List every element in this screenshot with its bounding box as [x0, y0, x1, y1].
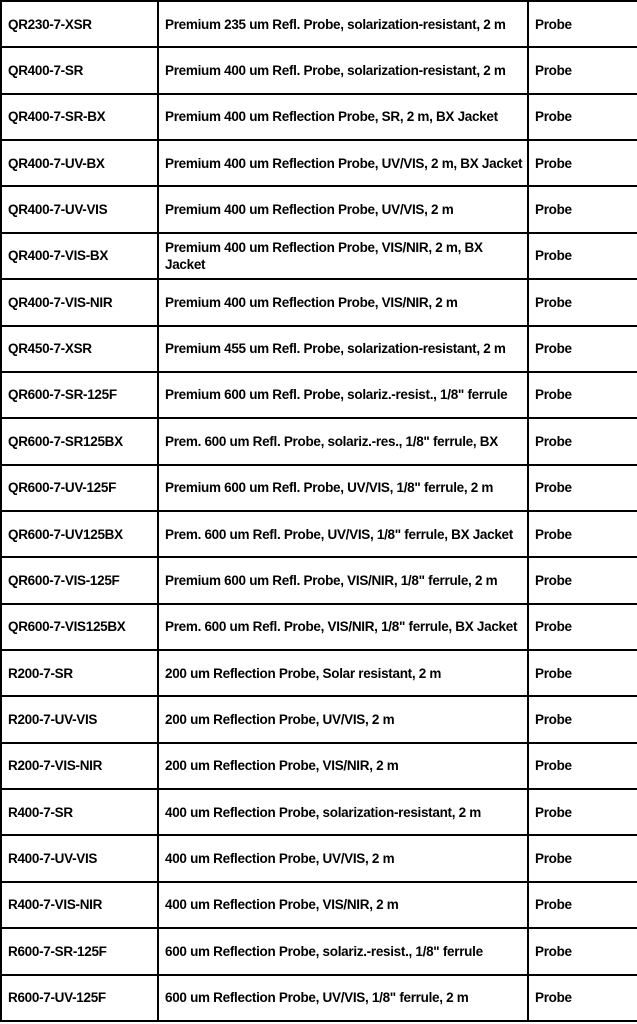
product-code-cell: QR400-7-UV-BX [1, 140, 158, 186]
product-code-cell: QR600-7-VIS125BX [1, 604, 158, 650]
table-row [1, 835, 637, 881]
product-description-cell: 600 um Reflection Probe, UV/VIS, 1/8" ferrule, 2 m [158, 975, 528, 1021]
product-description-cell: Premium 400 um Reflection Probe, VIS/NIR, 2 m, BX Jacket [158, 233, 528, 279]
table-row [1, 696, 637, 742]
product-description-cell: Prem. 600 um Refl. Probe, UV/VIS, 1/8" ferrule, BX Jacket [158, 511, 528, 557]
table-row [1, 233, 637, 279]
table-row [1, 1, 637, 47]
product-description-cell: Premium 400 um Reflection Probe, UV/VIS, 2 m, BX Jacket [158, 140, 528, 186]
product-code-cell: R200-7-SR [1, 650, 158, 696]
product-code-cell: QR450-7-XSR [1, 326, 158, 372]
product-code-cell: R200-7-UV-VIS [1, 696, 158, 742]
product-description-cell: Premium 600 um Refl. Probe, solariz.-resist., 1/8" ferrule [158, 372, 528, 418]
table-row [1, 511, 637, 557]
table-row [1, 557, 637, 603]
table-row [1, 604, 637, 650]
product-description-cell: 200 um Reflection Probe, Solar resistant, 2 m [158, 650, 528, 696]
product-description-cell: 200 um Reflection Probe, UV/VIS, 2 m [158, 696, 528, 742]
table-row [1, 47, 637, 93]
product-code-cell: R400-7-SR [1, 789, 158, 835]
product-description-cell: 400 um Reflection Probe, solarization-resistant, 2 m [158, 789, 528, 835]
product-code-cell: R400-7-UV-VIS [1, 835, 158, 881]
product-category-cell: Probe [528, 604, 637, 650]
product-description-cell: Premium 600 um Refl. Probe, VIS/NIR, 1/8" ferrule, 2 m [158, 557, 528, 603]
product-code-cell: R600-7-UV-125F [1, 975, 158, 1021]
product-category-cell: Probe [528, 975, 637, 1021]
table-row [1, 465, 637, 511]
product-description-cell: Premium 400 um Reflection Probe, VIS/NIR, 2 m [158, 279, 528, 325]
product-category-cell: Probe [528, 650, 637, 696]
product-description-cell: Prem. 600 um Refl. Probe, solariz.-res., 1/8" ferrule, BX [158, 418, 528, 464]
product-description-cell: Premium 455 um Refl. Probe, solarization-resistant, 2 m [158, 326, 528, 372]
product-category-cell: Probe [528, 186, 637, 232]
table-row [1, 279, 637, 325]
table-row [1, 882, 637, 928]
product-description-cell: Premium 400 um Reflection Probe, UV/VIS, 2 m [158, 186, 528, 232]
product-category-cell: Probe [528, 743, 637, 789]
product-description-cell: 600 um Reflection Probe, solariz.-resist., 1/8" ferrule [158, 928, 528, 974]
product-code-cell: QR400-7-UV-VIS [1, 186, 158, 232]
product-category-cell: Probe [528, 789, 637, 835]
product-code-cell: QR400-7-SR [1, 47, 158, 93]
product-category-cell: Probe [528, 696, 637, 742]
product-category-cell: Probe [528, 882, 637, 928]
table-row [1, 186, 637, 232]
table-row [1, 418, 637, 464]
product-code-cell: QR400-7-SR-BX [1, 94, 158, 140]
product-code-cell: QR600-7-UV-125F [1, 465, 158, 511]
product-code-cell: QR400-7-VIS-BX [1, 233, 158, 279]
probe-table-body [1, 1, 637, 1021]
product-category-cell: Probe [528, 1, 637, 47]
product-description-cell: Premium 600 um Refl. Probe, UV/VIS, 1/8" ferrule, 2 m [158, 465, 528, 511]
product-category-cell: Probe [528, 279, 637, 325]
product-description-cell: Premium 235 um Refl. Probe, solarization-resistant, 2 m [158, 1, 528, 47]
product-code-cell: QR600-7-SR-125F [1, 372, 158, 418]
product-category-cell: Probe [528, 418, 637, 464]
product-code-cell: QR400-7-VIS-NIR [1, 279, 158, 325]
product-description-cell: Prem. 600 um Refl. Probe, VIS/NIR, 1/8" ferrule, BX Jacket [158, 604, 528, 650]
table-row [1, 372, 637, 418]
product-category-cell: Probe [528, 94, 637, 140]
product-code-cell: QR230-7-XSR [1, 1, 158, 47]
product-code-cell: QR600-7-SR125BX [1, 418, 158, 464]
product-code-cell: R600-7-SR-125F [1, 928, 158, 974]
product-code-cell: QR600-7-VIS-125F [1, 557, 158, 603]
product-code-cell: R200-7-VIS-NIR [1, 743, 158, 789]
product-category-cell: Probe [528, 835, 637, 881]
product-code-cell: R400-7-VIS-NIR [1, 882, 158, 928]
table-row [1, 789, 637, 835]
table-row [1, 326, 637, 372]
table-row [1, 650, 637, 696]
table-row [1, 94, 637, 140]
product-code-cell: QR600-7-UV125BX [1, 511, 158, 557]
table-row [1, 743, 637, 789]
product-category-cell: Probe [528, 557, 637, 603]
product-category-cell: Probe [528, 326, 637, 372]
product-category-cell: Probe [528, 465, 637, 511]
product-description-cell: Premium 400 um Refl. Probe, solarization-resistant, 2 m [158, 47, 528, 93]
product-description-cell: 400 um Reflection Probe, UV/VIS, 2 m [158, 835, 528, 881]
product-category-cell: Probe [528, 928, 637, 974]
table-row [1, 140, 637, 186]
table-row [1, 975, 637, 1021]
product-category-cell: Probe [528, 233, 637, 279]
table-row [1, 928, 637, 974]
product-category-cell: Probe [528, 140, 637, 186]
product-category-cell: Probe [528, 372, 637, 418]
product-category-cell: Probe [528, 47, 637, 93]
product-category-cell: Probe [528, 511, 637, 557]
product-description-cell: 400 um Reflection Probe, VIS/NIR, 2 m [158, 882, 528, 928]
product-description-cell: 200 um Reflection Probe, VIS/NIR, 2 m [158, 743, 528, 789]
product-description-cell: Premium 400 um Reflection Probe, SR, 2 m, BX Jacket [158, 94, 528, 140]
